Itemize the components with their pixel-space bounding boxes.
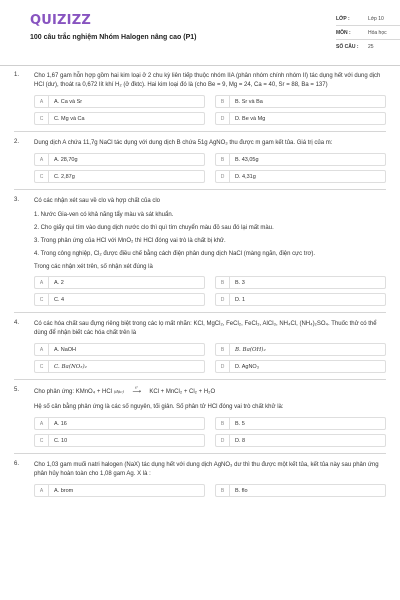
option-letter: C	[35, 435, 49, 446]
option-text: B. 3	[235, 279, 245, 286]
answer-options	[34, 153, 386, 183]
option-letter: A	[35, 485, 49, 496]
question-4	[14, 320, 386, 380]
option-letter: B	[216, 418, 230, 429]
option-a[interactable]	[34, 95, 205, 108]
option-b[interactable]	[215, 484, 386, 497]
equation-products: KCl + MnCl₂ + Cl₂ + H₂O	[149, 389, 216, 395]
meta-value: Lớp 10	[368, 15, 384, 22]
question-text: Có các nhận xét sau về clo và hợp chất của clo	[34, 198, 161, 204]
option-b[interactable]	[215, 95, 386, 108]
option-letter: C	[35, 294, 49, 305]
option-text: D. 1	[235, 296, 246, 303]
reaction-arrow-icon: t° ⟶	[126, 388, 148, 397]
option-text: A. Ca và Sr	[54, 98, 83, 105]
option-letter: D	[216, 113, 230, 124]
question-number: 5.	[14, 387, 20, 393]
option-text: B. 5	[235, 420, 245, 427]
question-6	[14, 461, 386, 503]
question-list	[14, 72, 386, 510]
meta-value: 25	[368, 44, 374, 50]
quizizz-logo: QUIZIZZ	[30, 13, 91, 28]
option-text: A. 2	[54, 279, 64, 286]
option-letter: D	[216, 361, 230, 372]
option-d[interactable]	[215, 112, 386, 125]
worksheet-title: 100 câu trắc nghiệm Nhóm Halogen nâng cao (P1)	[30, 34, 197, 41]
answer-options	[34, 276, 386, 306]
option-letter: C	[35, 113, 49, 124]
option-c[interactable]	[34, 434, 205, 447]
option-a[interactable]	[34, 417, 205, 430]
option-a[interactable]	[34, 153, 205, 166]
option-letter: D	[216, 435, 230, 446]
meta-row-subject	[336, 26, 400, 40]
option-letter: C	[35, 171, 49, 182]
answer-options	[34, 95, 386, 125]
reaction-equation	[34, 387, 386, 397]
option-text: C. Ba(NO₃)₂	[54, 363, 87, 370]
option-letter: D	[216, 294, 230, 305]
option-letter: A	[35, 154, 49, 165]
question-text: Hệ số cân bằng phản ứng là các số nguyên, tối giản. Số phân tử HCl đóng vai trò chất khử là:	[34, 404, 284, 410]
equation-condition: t°	[135, 385, 139, 390]
question-text: Dung dịch A chứa 11,7g NaCl tác dụng với dung dịch B chứa 51g AgNO₃ thu được m gam kết tủa. Giá trị của m:	[34, 140, 333, 146]
statement-line: 2. Cho giấy quì tím vào dung dịch nước clo thì quì tím chuyển màu đỏ sau đó lại mất màu.	[34, 225, 274, 231]
meta-value: Hóa học	[368, 29, 387, 36]
statement-line: 3. Trong phản ứng của HCl với MnO₂ thì HCl đóng vai trò là chất bị khử.	[34, 238, 226, 244]
option-text: D. Be và Mg	[235, 115, 266, 122]
option-text: A. 28,70g	[54, 156, 78, 163]
answer-options	[34, 484, 386, 497]
question-number: 6.	[14, 461, 20, 467]
option-c[interactable]	[34, 293, 205, 306]
question-number: 2.	[14, 139, 20, 145]
option-text: C. 10	[54, 437, 68, 444]
option-b[interactable]	[215, 343, 386, 356]
option-text: B. 43,05g	[235, 156, 259, 163]
option-letter: B	[216, 344, 230, 355]
option-a[interactable]	[34, 343, 205, 356]
option-b[interactable]	[215, 417, 386, 430]
answer-options	[34, 343, 386, 373]
header-divider	[0, 65, 400, 66]
option-text: D. AgNO₃	[235, 363, 259, 370]
option-d[interactable]	[215, 170, 386, 183]
statement-line: 4. Trong công nghiệp, Cl₂ được điều chế bằng cách điện phân dung dịch NaCl (màng ngăn, điện cực trơ).	[34, 251, 316, 257]
option-text: D. 4,31g	[235, 173, 256, 180]
question-1	[14, 72, 386, 132]
question-text: Cho 1,67 gam hỗn hợp gồm hai kim loại ở 2 chu kỳ liên tiếp thuộc nhóm IIA (phân nhóm chính nhóm II) tác dụng hết với dung dịch HCl (dư), thoát ra 0,672 lít khí H₂ (ở đktc). Hai kim loại đó là (cho Be = 9, Mg = 24, Ca = 40, Sr = 88, Ba = 137)	[34, 73, 381, 88]
option-letter: C	[35, 361, 49, 372]
question-3	[14, 197, 386, 313]
option-letter: A	[35, 96, 49, 107]
option-text: D. 8	[235, 437, 246, 444]
option-letter: A	[35, 418, 49, 429]
question-prompt: Trong các nhận xét trên, số nhận xét đúng là	[34, 264, 153, 270]
question-number: 4.	[14, 320, 20, 326]
question-text: Có các hóa chất sau đựng riêng biệt trong các lọ mất nhãn: KCl, MgCl₂, FeCl₂, FeCl₃, AlCl₃, NH₄Cl, (NH₄)₂SO₄. Thuốc thử có thể dùng để nhận biết các hóa chất trên là	[34, 321, 377, 336]
option-letter: A	[35, 344, 49, 355]
option-text: C. 4	[54, 296, 65, 303]
option-letter: D	[216, 171, 230, 182]
option-letter: B	[216, 277, 230, 288]
option-b[interactable]	[215, 153, 386, 166]
option-text: A. 16	[54, 420, 67, 427]
option-d[interactable]	[215, 434, 386, 447]
question-5	[14, 387, 386, 454]
option-text: B. flo	[235, 487, 248, 494]
option-text: A. NaOH	[54, 346, 77, 353]
option-a[interactable]	[34, 484, 205, 497]
option-text: B. Ba(OH)₂	[235, 346, 266, 353]
meta-label: LỚP :	[336, 15, 350, 22]
meta-label: MÔN :	[336, 29, 351, 36]
option-b[interactable]	[215, 276, 386, 289]
option-letter: B	[216, 154, 230, 165]
option-c[interactable]	[34, 170, 205, 183]
option-text: C. 2,87g	[54, 173, 75, 180]
question-number: 3.	[14, 197, 20, 203]
option-letter: A	[35, 277, 49, 288]
option-text: B. Sr và Ba	[235, 98, 263, 105]
option-d[interactable]	[215, 360, 386, 373]
option-text: C. Mg và Ca	[54, 115, 85, 122]
option-c[interactable]	[34, 112, 205, 125]
question-2	[14, 139, 386, 190]
meta-label: SỐ CÂU :	[336, 44, 359, 50]
option-a[interactable]	[34, 276, 205, 289]
statement-line: 1. Nước Gia-ven có khả năng tẩy màu và sát khuẩn.	[34, 212, 174, 218]
option-letter: B	[216, 485, 230, 496]
meta-row-count	[336, 40, 400, 54]
option-letter: B	[216, 96, 230, 107]
equation-reactants: Cho phản ứng: KMnO₄ + HCl	[34, 389, 113, 395]
equation-state: (đặc)	[113, 389, 124, 394]
option-text: A. brom	[54, 487, 74, 494]
question-text: Cho 1,03 gam muối natri halogen (NaX) tác dụng hết với dung dịch AgNO₃ dư thì thu được một kết tủa, kết tủa này sau phản ứng phân hủy hoàn toàn cho 1,08 gam Ag. X là :	[34, 462, 379, 477]
option-c[interactable]	[34, 360, 205, 373]
option-d[interactable]	[215, 293, 386, 306]
meta-row-class	[336, 12, 400, 26]
worksheet-header	[14, 0, 386, 62]
answer-options	[34, 417, 386, 447]
question-number: 1.	[14, 72, 20, 78]
worksheet-meta	[336, 12, 400, 54]
